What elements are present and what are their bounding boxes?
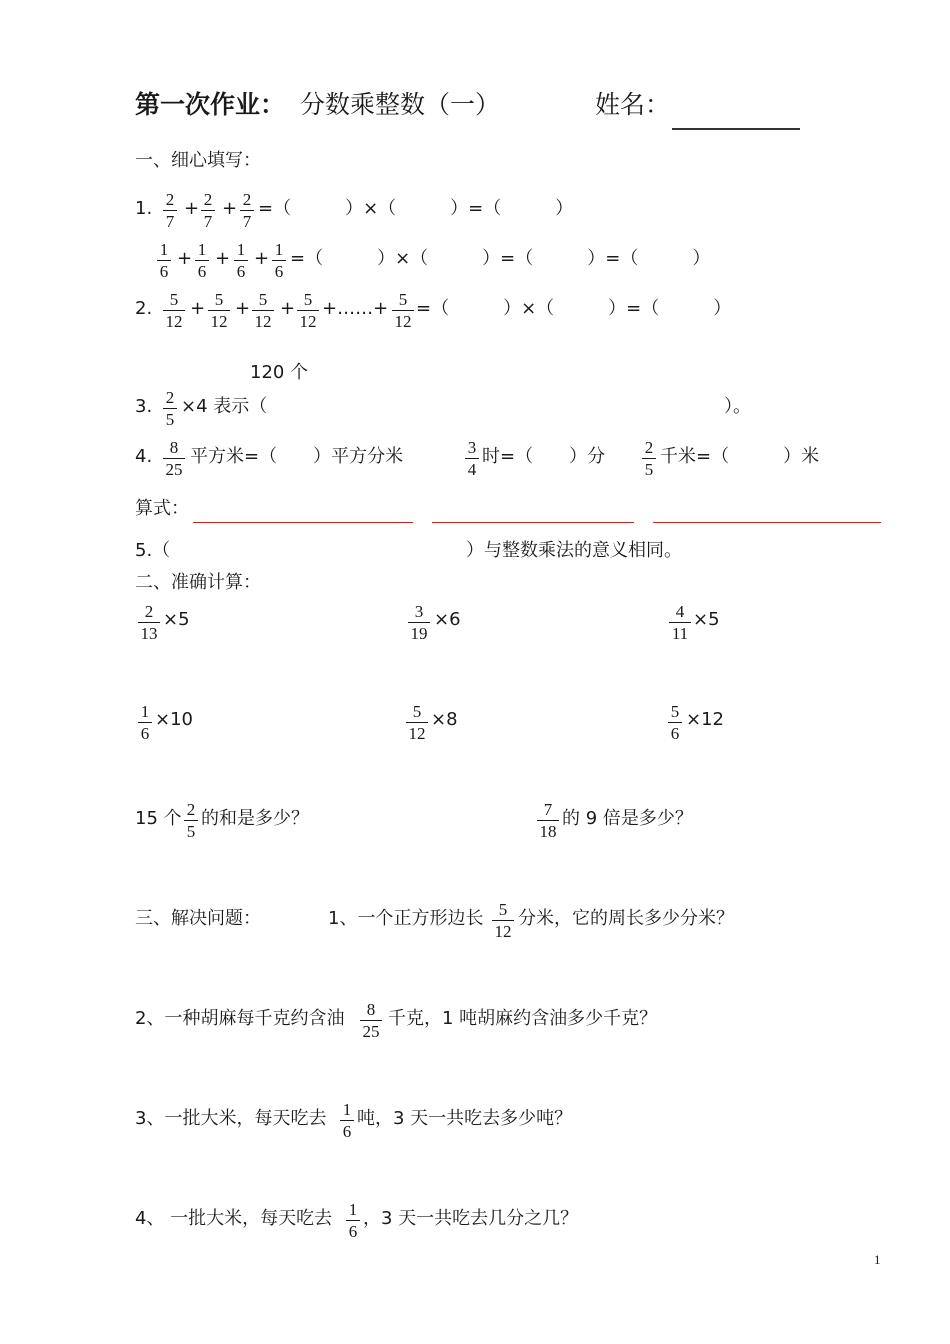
fraction: 5 6 (668, 702, 682, 743)
calc-op: ×8 (431, 709, 458, 730)
q3-close: ）。 (724, 396, 751, 417)
calc-op: ×5 (693, 609, 720, 630)
q5-text: ）与整数乘法的意义相同。 (466, 540, 682, 561)
fraction: 2 7 (201, 190, 215, 231)
plus-sign: + (215, 248, 231, 269)
q3-label: 3. (135, 396, 153, 417)
section-1-heading: 一、细心填写： (135, 150, 261, 171)
plus-sign: + (254, 248, 270, 269)
fraction: 2 5 (163, 388, 177, 429)
q2-label: 2. (135, 298, 153, 319)
q4-time: 时=（ ）分 (482, 446, 606, 467)
problem-4-pre: 4、 一批大米，每天吃去 (135, 1208, 333, 1229)
fraction: 8 25 (360, 1000, 382, 1041)
fraction: 2 7 (240, 190, 254, 231)
formula-line (193, 522, 413, 523)
q4-area: 平方米=（ ）平方分米 (190, 446, 404, 467)
fraction: 4 11 (669, 602, 691, 643)
calc-op: ×5 (163, 609, 190, 630)
section-3-heading: 三、解决问题： (135, 908, 261, 929)
fraction: 8 25 (163, 438, 185, 479)
plus-sign: + (177, 248, 193, 269)
fraction: 1 6 (340, 1100, 354, 1141)
q2-blanks: =（ ）×（ ）=（ ） (416, 298, 732, 319)
title-topic: 分数乘整数（一） (300, 90, 501, 119)
problem-4-post: ，3 天一共吃去几分之几？ (363, 1208, 579, 1229)
times-question: 的 9 倍是多少？ (562, 808, 693, 829)
section-2-heading: 二、准确计算： (135, 572, 261, 593)
plus-sign: + (190, 298, 206, 319)
ellipsis-plus: +……+ (322, 298, 389, 319)
q1a-blanks: =（ ）×（ ）=（ ） (258, 198, 574, 219)
plus-sign: + (184, 198, 200, 219)
problem-1-post: 分米，它的周长多少分米？ (518, 908, 734, 929)
fraction: 7 18 (537, 800, 559, 841)
name-label: 姓名： (595, 90, 671, 119)
fraction: 1 6 (272, 240, 286, 281)
formula-line (653, 522, 881, 523)
problem-3-pre: 3、一批大米，每天吃去 (135, 1108, 327, 1129)
calc-op: ×6 (434, 609, 461, 630)
fraction: 2 13 (138, 602, 160, 643)
page-number: 1 (874, 1252, 881, 1267)
calc-op: ×12 (686, 709, 724, 730)
formula-line (432, 522, 634, 523)
fraction: 2 5 (184, 800, 198, 841)
q1b-blanks: =（ ）×（ ）=（ ）=（ ） (290, 248, 711, 269)
q4-label: 4. (135, 446, 153, 467)
problem-2-post: 千克，1 吨胡麻约含油多少千克？ (388, 1008, 658, 1029)
calc-op: ×10 (155, 709, 193, 730)
fraction: 5 12 (297, 290, 319, 331)
fraction: 5 12 (492, 900, 514, 941)
sum-question-pre: 15 个 (135, 808, 182, 829)
fraction: 1 6 (195, 240, 209, 281)
problem-2-pre: 2、一种胡麻每千克约含油 (135, 1008, 345, 1029)
fraction: 3 4 (465, 438, 479, 479)
plus-sign: + (280, 298, 296, 319)
fraction: 5 12 (252, 290, 274, 331)
name-underline (672, 128, 800, 130)
q4-length: 千米=（ ）米 (660, 446, 820, 467)
fraction: 2 7 (163, 190, 177, 231)
fraction: 1 6 (138, 702, 152, 743)
title-bold: 第一次作业： (135, 90, 286, 119)
problem-3-post: 吨，3 天一共吃去多少吨？ (357, 1108, 573, 1129)
q1-label: 1. (135, 198, 153, 219)
fraction: 2 5 (642, 438, 656, 479)
formula-label: 算式： (135, 498, 189, 519)
fraction: 5 12 (163, 290, 185, 331)
q5-label: 5.（ (135, 540, 171, 561)
fraction: 5 12 (406, 702, 428, 743)
q3-text: ×4 表示（ (181, 396, 268, 417)
sum-question-post: 的和是多少？ (201, 808, 309, 829)
plus-sign: + (222, 198, 238, 219)
fraction: 5 12 (392, 290, 414, 331)
fraction: 5 12 (208, 290, 230, 331)
fraction: 1 6 (346, 1200, 360, 1241)
plus-sign: + (235, 298, 251, 319)
fraction: 1 6 (234, 240, 248, 281)
count-annotation: 120 个 (250, 362, 309, 383)
fraction: 3 19 (408, 602, 430, 643)
fraction: 1 6 (157, 240, 171, 281)
problem-1-pre: 1、一个正方形边长 (328, 908, 484, 929)
